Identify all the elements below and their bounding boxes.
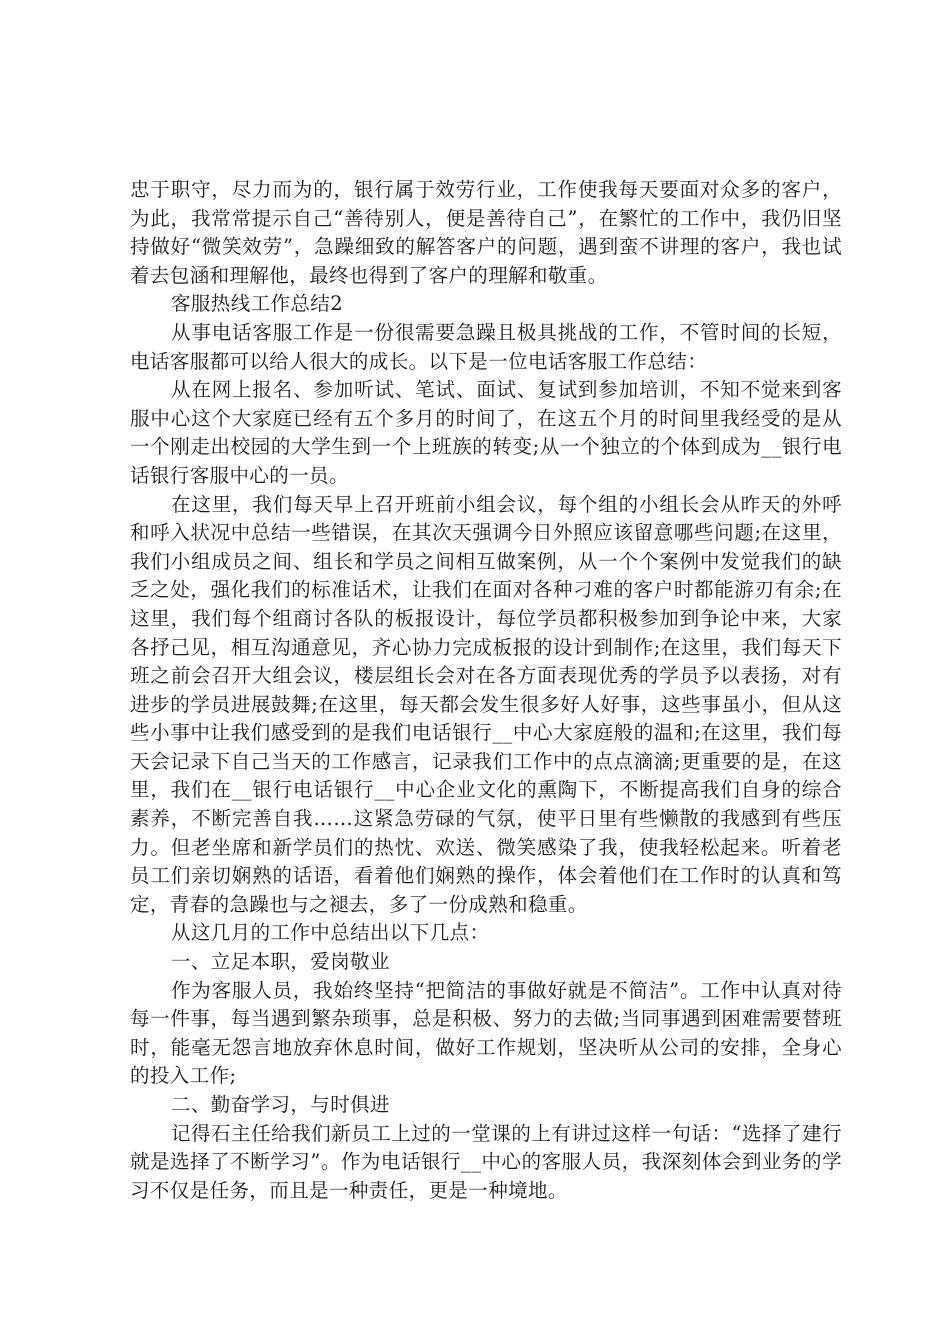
paragraph: 从在网上报名、参加听试、笔试、面试、复试到参加培训，不知不觉来到客服中心这个大家庭已经有五个多月的时间了，在这五个月的时间里我经受的是从一个刚走出校园的大学生到一个上班族的转变;从一个独立的个体到成为__银行电话银行客服中心的一员。 — [130, 378, 842, 487]
paragraph-continuation: 忠于职守，尽力而为的，银行属于效劳行业，工作使我每天要面对众多的客户，为此，我常常提示自己“善待别人，便是善待自己”，在繁忙的工作中，我仍旧坚持做好“微笑效劳”，急躁细致的解答客户的问题，遇到蛮不讲理的客户，我也试着去包涵和理解他，最终也得到了客户的理解和敬重。 — [130, 178, 842, 287]
subheading: 二、勤奋学习，与时俱进 — [171, 1093, 390, 1116]
document-body — [130, 176, 842, 1205]
subheading: 一、立足本职，爱岗敬业 — [171, 950, 390, 974]
paragraph: 记得石主任给我们新员工上过的一堂课的上有讲过这样一句话：“选择了建行就是选择了不断学习”。作为电话银行__中心的客服人员，我深刻体会到业务的学习不仅是任务，而且是一种责任，更是一种境地。 — [130, 1121, 842, 1202]
paragraph: 作为客服人员，我始终坚持“把简洁的事做好就是不简洁”。工作中认真对待每一件事，每当遇到繁杂琐事，总是积极、努力的去做;当同事遇到困难需要替班时，能毫无怨言地放弃休息时间，做好工作规划，坚决听从公司的安排，全身心的投入工作; — [130, 978, 842, 1088]
section-title: 客服热线工作总结2 — [171, 292, 344, 316]
paragraph: 从这几月的工作中总结出以下几点： — [171, 921, 490, 945]
paragraph: 从事电话客服工作是一份很需要急躁且极具挑战的工作，不管时间的长短，电话客服都可以给人很大的成长。以下是一位电话客服工作总结： — [130, 320, 842, 373]
paragraph: 在这里，我们每天早上召开班前小组会议，每个组的小组长会从昨天的外呼和呼入状况中总结一些错误，在其次天强调今日外照应该留意哪些问题;在这里，我们小组成员之间、组长和学员之间相互做案例，从一个个案例中发觉我们的缺乏之处，强化我们的标准话术，让我们在面对各种刁难的客户时都能游刃有余;在这里，我们每个组商讨各队的板报设计，每位学员都积极参加到争论中来，大家各抒己见，相互沟通意见，齐心协力完成板报的设计到制作;在这里，我们每天下班之前会召开大组会议，楼层组长会对在各方面表现优秀的学员予以表扬，对有进步的学员进展鼓舞;在这里，每天都会发生很多好人好事，这些事虽小，但从这些小事中让我们感受到的是我们电话银行__中心大家庭般的温和;在这里，我们每天会记录下自己当天的工作感言，记录我们工作中的点点滴滴;更重要的是，在这里，我们在__银行电话银行__中心企业文化的熏陶下，不断提高我们自身的综合素养，不断完善自我……这紧急劳碌的气氛，使平日里有些懒散的我感到有些压力。但老坐席和新学员们的热忱、欢送、微笑感染了我，使我轻松起来。听着老员工们亲切娴熟的话语，看着他们娴熟的操作，体会着他们在工作时的认真和笃定，青春的急躁也与之褪去，多了一份成熟和稳重。 — [130, 492, 842, 916]
